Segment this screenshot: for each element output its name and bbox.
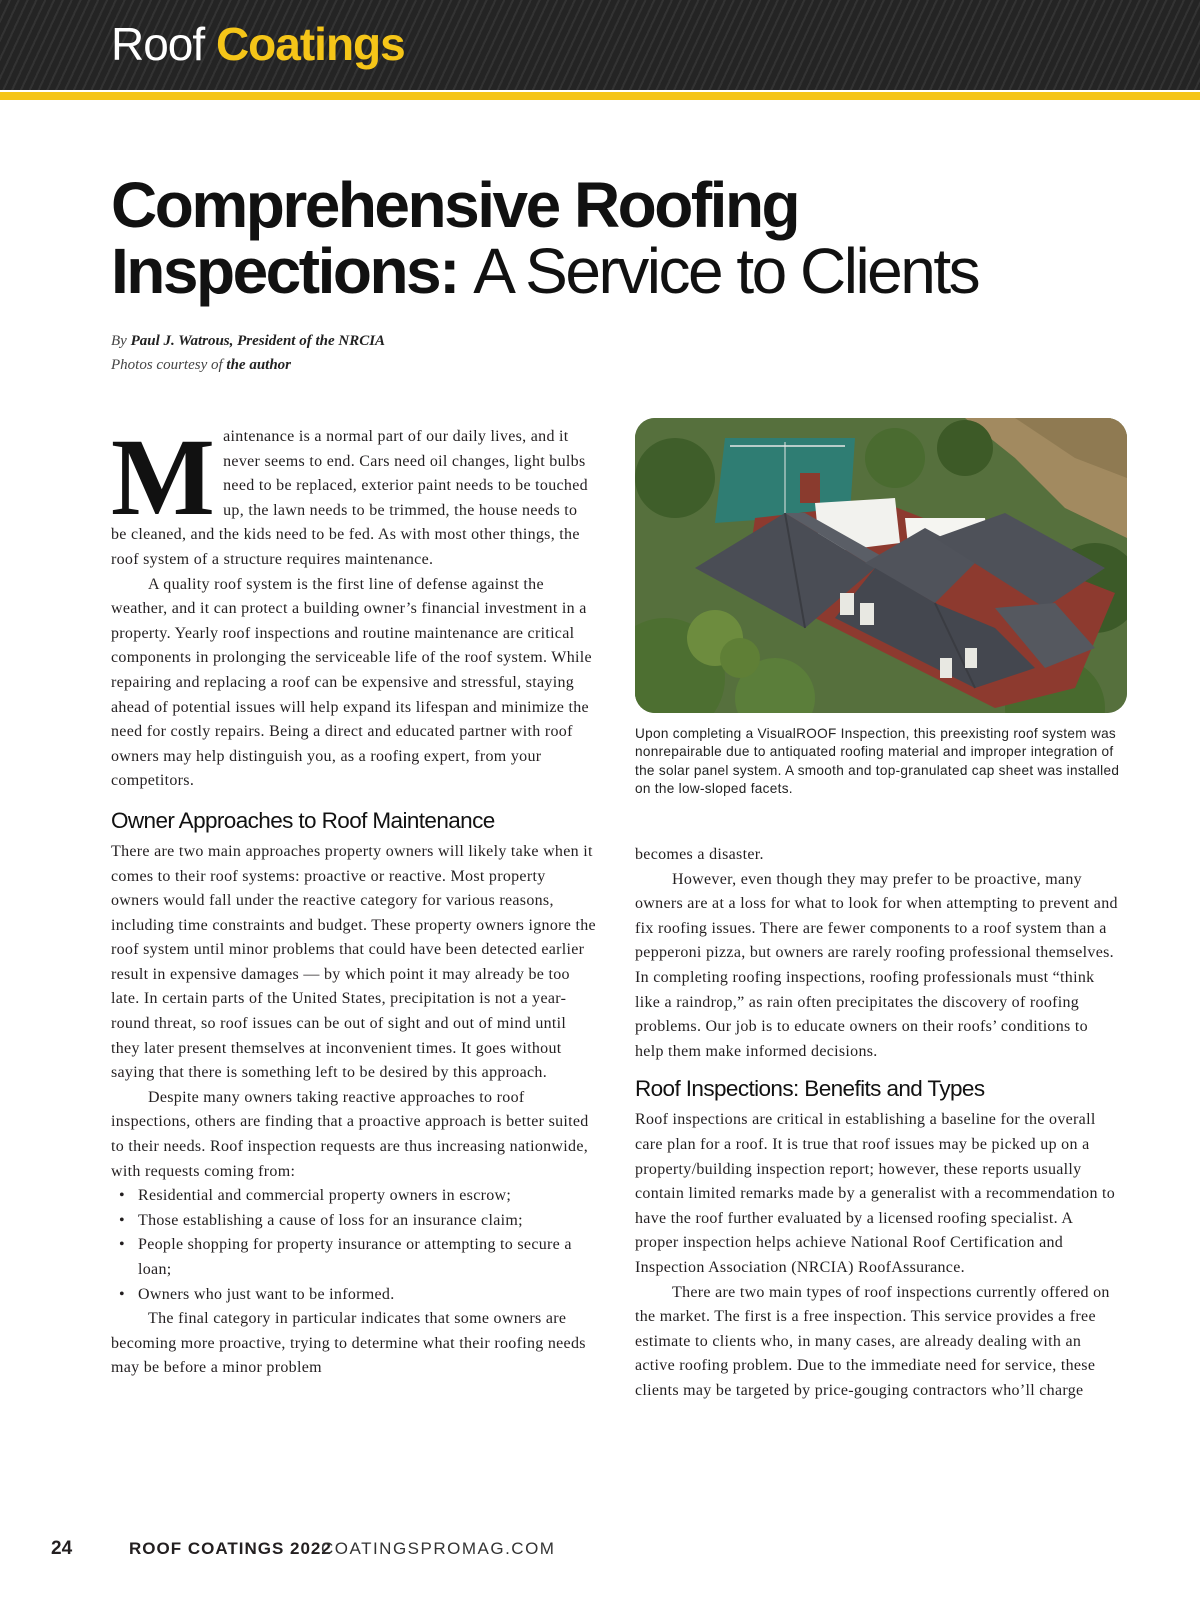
body-paragraph-7: Roof inspections are critical in establishing a baseline for the overall care plan for a roof. It is true that roof issues may be picked up on a property/building inspection report; however, these reports usually contain limited remarks made by a generalist with a recommendation to have the roof further evaluated by a licensed roofing specialist. A proper inspection helps achieve National Roof Certification and Inspection Association (NRCIA) RoofAssurance. (635, 1111, 1116, 1276)
byline-author: Paul J. Watrous, President of the NRCIA (130, 333, 386, 349)
title-bold-line-1: Comprehensive Roofing (111, 169, 799, 241)
byline-prefix: By (111, 333, 127, 349)
list-item: • People shopping for property insurance or attempting to secure a loan; (111, 1233, 596, 1282)
list-item: • Those establishing a cause of loss for an insurance claim; (111, 1209, 596, 1234)
section-title-plain: Roof (111, 18, 205, 70)
title-bold-line-2: Inspections: (111, 235, 458, 307)
article-title (111, 169, 1091, 307)
body-paragraph-4: Despite many owners taking reactive approaches to roof inspections, others are finding that a proactive approach is better suited to their needs. Roof inspection requests are thus increasing nationwide, with requests coming from: (111, 1088, 589, 1180)
magazine-website: COATINGSPROMAG.COM (321, 1539, 556, 1558)
byline (111, 329, 385, 377)
subheading-inspection-types: Roof Inspections: Benefits and Types (635, 1076, 985, 1102)
body-column-right (635, 843, 1120, 1403)
page-number: 24 (51, 1538, 73, 1559)
list-item: • Residential and commercial property owners in escrow; (111, 1184, 596, 1209)
body-paragraph-2: A quality roof system is the first line of defense against the weather, and it can protect a building owner’s financial investment in a property. Yearly roof inspections and routine maintenance are critical components in prolonging the serviceable life of the roof system. While repairing and replacing a roof can be expensive and stressful, staying ahead of potential issues will help expand its lifespan and minimize the need for costly repairs. Being a direct and educated partner with roof owners may help distinguish you, as a roofing expert, from your competitors. (111, 575, 592, 790)
subheading-owner-approaches: Owner Approaches to Roof Maintenance (111, 807, 495, 833)
section-title (111, 14, 405, 74)
body-paragraph-5-continued: becomes a disaster. (635, 846, 764, 863)
photo-credit-line (111, 353, 385, 377)
body-paragraph-8: There are two main types of roof inspections currently offered on the market. The first is a free inspection. This service provides a free estimate to clients who, in many cases, are already dealing with an active roofing problem. Due to the immediate need for service, these clients may be targeted by price-gouging contractors who’ll charge (635, 1283, 1110, 1399)
list-item: • Owners who just want to be informed. (111, 1283, 596, 1308)
body-paragraph-1: Maintenance is a normal part of our daily lives, and it never seems to end. Cars need oil changes, light bulbs need to be replaced, exterior paint needs to be touched up, the lawn needs to be trimmed, the house needs to be cleaned, and the kids need to be fed. As with most other things, the roof system of a structure requires maintenance. (111, 416, 588, 568)
photo-credit: the author (226, 357, 292, 373)
section-header (0, 0, 1200, 90)
header-accent-rule (0, 90, 1200, 100)
aerial-roof-photo (635, 418, 1127, 713)
body-paragraph-5: The final category in particular indicates that some owners are becoming more proactive, trying to determine what their roofing needs may be before a minor problem (111, 1310, 586, 1377)
section-title-accent: Coatings (215, 18, 405, 70)
body-paragraph-6: However, even though they may prefer to be proactive, many owners are at a loss for what to look for when attempting to prevent and fix roofing issues. There are fewer components to a roof system than a pepperoni pizza, but owners are rarely roofing professional themselves. In completing roofing inspections, roofing professionals must “think like a raindrop,” as rain often precipitates the discovery of roofing problems. Our job is to educate owners on their roofs’ conditions to help them make informed decisions. (635, 870, 1118, 1060)
body-paragraph-3: There are two main approaches property owners will likely take when it comes to their roof systems: proactive or reactive. Most property owners would fall under the reactive category for various reasons, including time constraints and budget. These property owners ignore the roof system until minor problems that could have been detected earlier result in expensive damages — by which point it may already be too late. In certain parts of the United States, precipitation is not a year-round threat, so roof issues can be out of sight and out of mind until they later present themselves at inconvenient times. It goes without saying that there is something left to be desired by this approach. (111, 842, 596, 1082)
photo-credit-prefix: Photos courtesy of (111, 357, 223, 373)
photo-caption: Upon completing a VisualROOF Inspection, this preexisting roof system was nonrepairable due to antiquated roofing material and improper integration of the solar panel system. A smooth and top-granulated cap sheet was installed on the low-sloped facets. (635, 726, 1120, 796)
body-column-left (111, 416, 596, 1381)
aerial-roof-illustration (635, 418, 1127, 713)
author-line (111, 329, 385, 353)
title-subtitle: A Service to Clients (473, 235, 979, 307)
magazine-issue: ROOF COATINGS 2022 (129, 1539, 332, 1558)
request-source-list (111, 1184, 596, 1307)
